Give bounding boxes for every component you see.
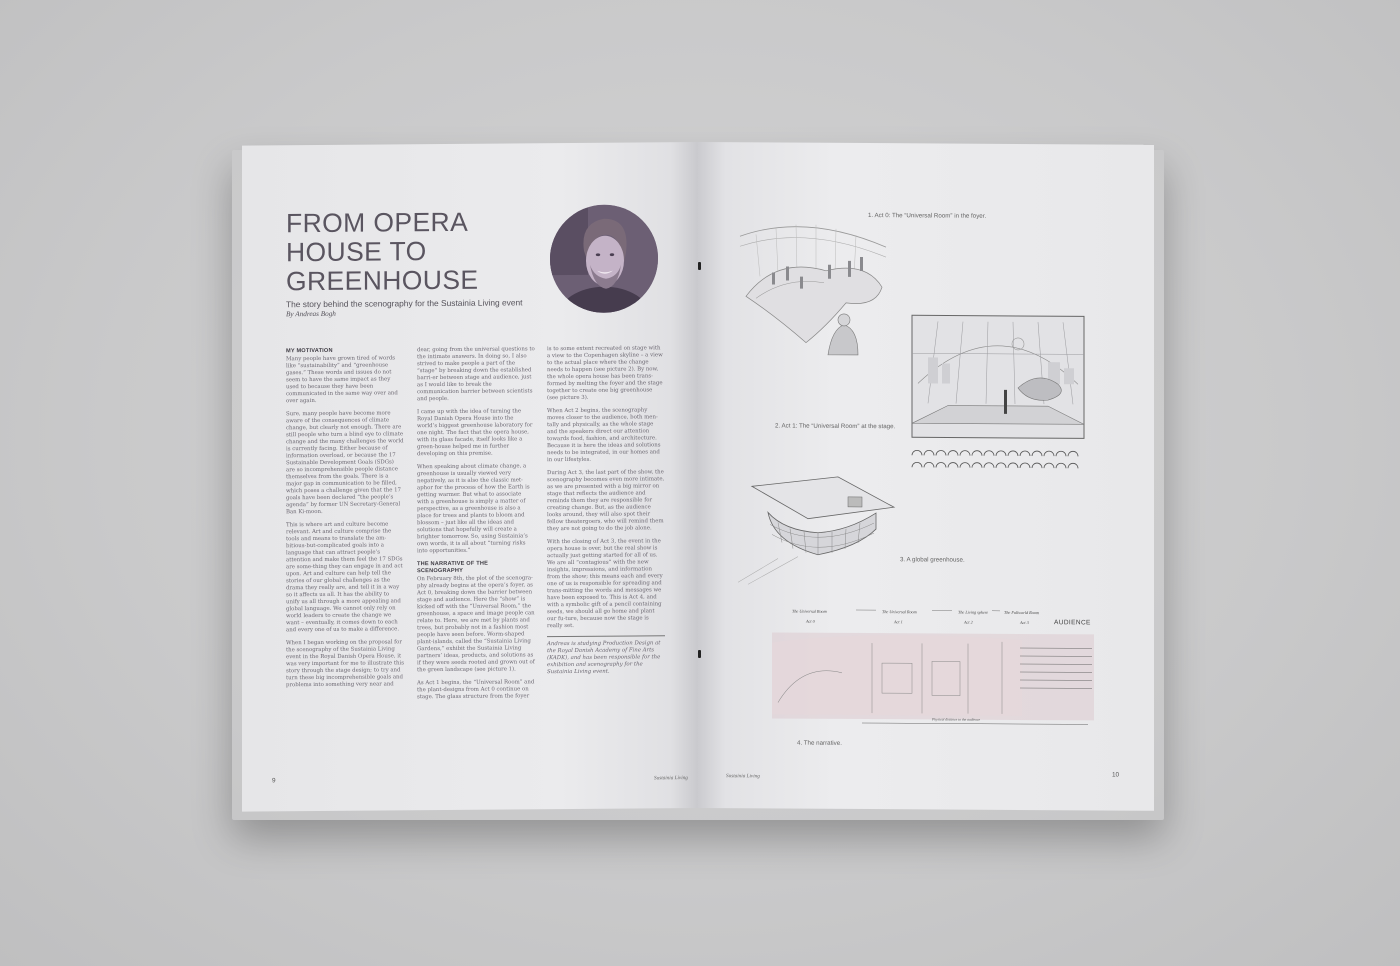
caption-4: 4. The narrative. [797, 739, 842, 747]
sketch-label-act-number: Act 1 [894, 619, 903, 625]
section-heading-narrative: THE NARRATIVE OF THE SCENOGRAPHY [417, 560, 489, 575]
running-footer: Sustainia Living [654, 775, 688, 782]
sketch-label-act-number: Act 3 [1020, 619, 1029, 626]
paragraph: As Act 1 begins, the “Universal Room” and the plant-designs from Act 0 continue on stage. The glass structure from the foyer [417, 679, 535, 701]
section-heading-motivation: MY MOTIVATION [286, 347, 333, 355]
article-subtitle: The story behind the scenography for the Sustainia Living event [286, 297, 523, 310]
caption-1: 1. Act 0: The “Universal Room” in the foyer. [868, 212, 987, 220]
paragraph: is to some extent recreated on stage with a view to the Copenhagen skyline – a view to the actual place where the change needs to happen (see picture 2). By now, the whole opera house has been trans-formed by melting the foyer and the stage together to create one big greenhouse (see picture 3). [547, 345, 663, 402]
text-column-1 [286, 347, 404, 695]
paragraph: Sure, many people have become more aware of the consequences of climate change, but clearly not enough. There are still people who turn a blind eye to climate change and the many challenges the world is currently facing. Either because of information overload, or because the 17 Sustainable Development Goals (SDGs) are so incomprehensible people distance themselves from the goals. There is a major gap in communication to be filled, which poses a challenge given that the 17 goals have been declared “the people’s agenda” by former UN Secretary-General Ban Ki-moon. [286, 410, 404, 516]
paragraph: When I began working on the proposal for the scenography of the Sustainia Living event in the Royal Danish Opera House, it was very important for me to illustrate this story through the stage design; to try and turn these big incomprehensible goals and problems into something very near and [286, 639, 404, 689]
paragraph: This is where art and culture become relevant. Art and culture comprise the tools and means to translate the am-bitious-but-complicated goals into a language that can attract people’s attention and make them feel the 17 SDGs are some-thing they can engage in and act upon. Art and culture can help tell the stories of our global challenges as the drama they really are, and tell it in a way so it affects us all. It has the ability to unify us all through a more appealing and global language. We cannot only rely on world leaders to create the change we want – eventually, it comes down to each and every one of us to make a difference. [286, 521, 403, 634]
sketch-label-distance: Physical distance to the audience [932, 717, 981, 722]
binding-hole [698, 262, 701, 270]
running-header: Sustainia Living [726, 773, 760, 780]
text-column-2 [417, 346, 535, 707]
paragraph: I came up with the idea of turning the Royal Danish Opera House into the world’s biggest greenhouse laboratory for one night. The fact that the opera house, with its glass facade, itself looks like a green-house helped me in further developing on this premise. [417, 408, 533, 458]
sketch-label-act-number: Act 0 [806, 618, 815, 624]
paragraph: During Act 3, the last part of the show, the scenography becomes even more intimate, as we are presented with a big mirror on stage that reflects the audience and reminds them they are responsible for creating change. But, as the audience looks around, they will also spot their fellow theatergoers, who will remind them they are not going to do the job alone. [547, 469, 665, 533]
sketch-label-act-number: Act 2 [964, 619, 973, 625]
author-bio: Andreas is studying Production Design at the Royal Danish Academy of Fine Arts (KADK), and has been responsible for the exhibition and scenography for the Sustainia Living event. [547, 635, 665, 676]
paragraph: When Act 2 begins, the scenography moves closer to the audience, both men-tally and physically, as the whole stage and the speakers direct our attention towards food, fashion, and architecture. Because it is here the ideas and solutions needs to be integrated, in our homes and in our lifestyles. [547, 407, 661, 464]
paragraph: dear, going from the universal questions to the intimate answers. In doing so, I also strived to make people a part of the “stage” by breaking down the established barri-er between stage and audience, just as I would like to break the communication barrier between scientists and people. [417, 346, 535, 403]
sketch-narrative [772, 602, 1094, 734]
article-byline: By Andreas Bogh [286, 309, 336, 319]
right-page [698, 142, 1154, 811]
page-number-left: 9 [272, 777, 276, 785]
caption-2: 2. Act 1: The “Universal Room” at the stage. [775, 422, 896, 431]
sketch-stage [908, 313, 1090, 474]
sketch-label-audience: AUDIENCE [1054, 619, 1091, 627]
sketch-label-act-1: The Universal Room [882, 609, 917, 615]
binding-hole [698, 650, 701, 658]
page-number-right: 10 [1112, 771, 1120, 779]
author-portrait [550, 204, 658, 313]
paragraph: When speaking about climate change, a greenhouse is usually viewed very negatively, as it is also the classic met-aphor for the process of how the Earth is getting warmer. But what to associate with a greenhouse is simply a matter of perspective, as a greenhouse is also a place for trees and plants to bloom and blossom – just like all the ideas and solutions that hopefully will create a brighter tomorrow. So, using Sustainia’s own words, it is all about “turning risks into opportunities.” [417, 463, 530, 555]
text-column-3 [547, 345, 665, 682]
sketch-building [738, 472, 898, 587]
portrait-illustration [550, 204, 658, 313]
sketch-label-act-2: The Living sphere [958, 609, 989, 615]
paragraph: On February 8th, the plot of the scenogra-phy already begins at the opera’s foyer, as Act 0, breaking down the barrier between stage and audience. Here the “show” is kicked off with the “Universal Room,” the greenhouse, a space and image people can relate to. Here, we are met by plants and trees, but probably not in a fashion most people have seen before. Worm-shaped plant-islands, called the “Sustainia Living Gardens,” exhibit the Sustainia Living partners’ ideas, products, and solutions as if they were seeds rooted and grown out of the green landscape (see picture 1). [417, 575, 535, 674]
paragraph: Many people have grown tired of words like “sustainability” and “greenhouse gases.” These words and issues do not seem to have the same impact as they used to because they have been communicated in the same way over and over again. [286, 355, 398, 405]
caption-3: 3. A global greenhouse. [900, 556, 965, 564]
article-title: FROM OPERA HOUSE TO GREENHOUSE [286, 206, 479, 297]
sketch-foyer [736, 216, 891, 357]
sketch-label-act-0: The Universal Room [792, 608, 827, 614]
paragraph: With the closing of Act 3, the event in the opera house is over, but the real show is actually just getting started for all of us. We are all “contagious” with the new insights, impressions, and information from the show; this means each and every one of us is responsible for spreading and trans-mitting the words and messages we have been exposed to. This is Act 4, and with a symbolic gift of a pencil containing seeds, we should all go home and plant our fu-ture, because now the stage is really set. [547, 538, 663, 630]
left-page [242, 142, 698, 812]
sketch-label-act-3: The Fullworld Room [1004, 609, 1039, 616]
